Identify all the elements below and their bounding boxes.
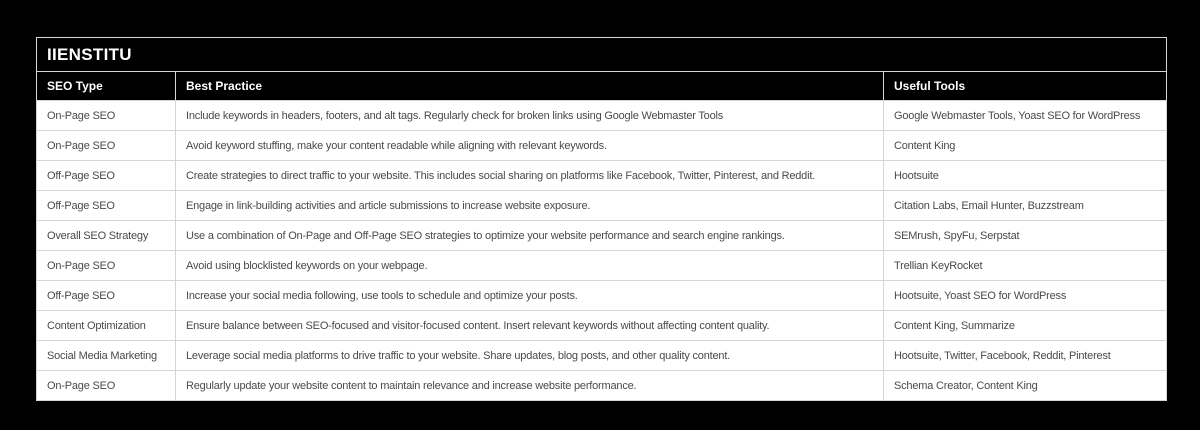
column-header-best-practice: Best Practice: [176, 72, 884, 101]
table-cell-useful-tools: Hootsuite: [884, 161, 1167, 191]
table-cell-seo-type: On-Page SEO: [37, 101, 176, 131]
table-cell-seo-type: Off-Page SEO: [37, 281, 176, 311]
table-cell-best-practice: Create strategies to direct traffic to your website. This includes social sharing on platforms like Facebook, Twitter, Pinterest, and Reddit.: [176, 161, 884, 191]
table-cell-seo-type: Off-Page SEO: [37, 161, 176, 191]
table-row: [37, 221, 1167, 251]
table-cell-best-practice: Regularly update your website content to maintain relevance and increase website performance.: [176, 371, 884, 401]
table-cell-best-practice: Avoid using blocklisted keywords on your webpage.: [176, 251, 884, 281]
table-cell-best-practice: Ensure balance between SEO-focused and visitor-focused content. Insert relevant keywords without affecting content quality.: [176, 311, 884, 341]
column-header-seo-type: SEO Type: [37, 72, 176, 101]
table-row: [37, 191, 1167, 221]
seo-best-practices-table: [36, 37, 1167, 401]
table-cell-seo-type: Social Media Marketing: [37, 341, 176, 371]
table-cell-best-practice: Include keywords in headers, footers, and alt tags. Regularly check for broken links using Google Webmaster Tools: [176, 101, 884, 131]
table-cell-best-practice: Increase your social media following, use tools to schedule and optimize your posts.: [176, 281, 884, 311]
table-row: [37, 341, 1167, 371]
table-cell-seo-type: Content Optimization: [37, 311, 176, 341]
table-cell-best-practice: Leverage social media platforms to drive traffic to your website. Share updates, blog posts, and other quality content.: [176, 341, 884, 371]
table-body: [37, 101, 1167, 401]
table-cell-best-practice: Engage in link-building activities and article submissions to increase website exposure.: [176, 191, 884, 221]
table-row: [37, 251, 1167, 281]
table-cell-useful-tools: Trellian KeyRocket: [884, 251, 1167, 281]
table-cell-seo-type: On-Page SEO: [37, 371, 176, 401]
column-header-useful-tools: Useful Tools: [884, 72, 1167, 101]
table-cell-best-practice: Use a combination of On-Page and Off-Page SEO strategies to optimize your website performance and search engine rankings.: [176, 221, 884, 251]
table-cell-useful-tools: Citation Labs, Email Hunter, Buzzstream: [884, 191, 1167, 221]
table-row: [37, 311, 1167, 341]
table-cell-useful-tools: Hootsuite, Twitter, Facebook, Reddit, Pinterest: [884, 341, 1167, 371]
brand-title: IIENSTITU: [37, 38, 1167, 72]
table-cell-best-practice: Avoid keyword stuffing, make your content readable while aligning with relevant keywords.: [176, 131, 884, 161]
table-cell-seo-type: On-Page SEO: [37, 131, 176, 161]
table-cell-useful-tools: SEMrush, SpyFu, Serpstat: [884, 221, 1167, 251]
table-row: [37, 131, 1167, 161]
table-title-row: [37, 38, 1167, 72]
table-cell-useful-tools: Content King, Summarize: [884, 311, 1167, 341]
table-header-row: [37, 72, 1167, 101]
table-cell-seo-type: Overall SEO Strategy: [37, 221, 176, 251]
table-row: [37, 161, 1167, 191]
table-cell-useful-tools: Hootsuite, Yoast SEO for WordPress: [884, 281, 1167, 311]
table-cell-seo-type: On-Page SEO: [37, 251, 176, 281]
table-cell-useful-tools: Content King: [884, 131, 1167, 161]
table-cell-seo-type: Off-Page SEO: [37, 191, 176, 221]
table-cell-useful-tools: Schema Creator, Content King: [884, 371, 1167, 401]
table-row: [37, 101, 1167, 131]
table-row: [37, 281, 1167, 311]
table-cell-useful-tools: Google Webmaster Tools, Yoast SEO for WordPress: [884, 101, 1167, 131]
table-row: [37, 371, 1167, 401]
